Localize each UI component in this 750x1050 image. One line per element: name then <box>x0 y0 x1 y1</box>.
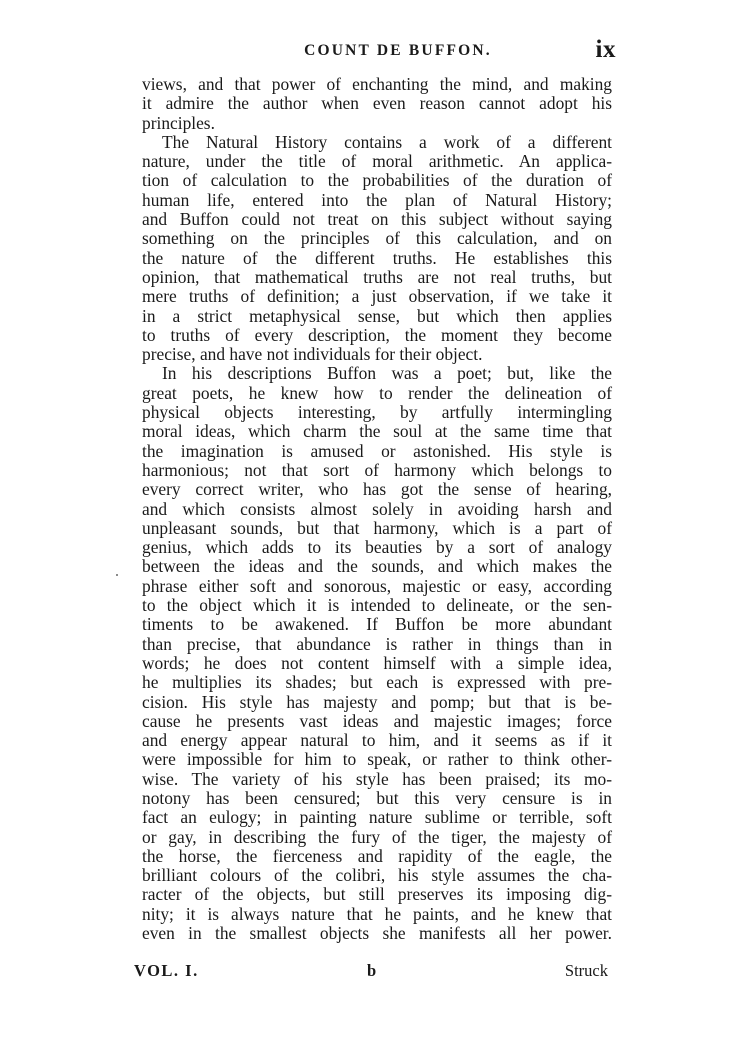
text-line: brilliant colours of the colibri, his style assumes the cha- <box>142 865 612 886</box>
text-line: and Buffon could not treat on this subject without saying <box>142 209 612 230</box>
text-line: fact an eulogy; in painting nature sublime or terrible, soft <box>142 807 612 828</box>
text-line: harmonious; not that sort of harmony which belongs to <box>142 459 612 480</box>
text-line: even in the smallest objects she manifests all her power. <box>142 923 612 944</box>
text-line: and energy appear natural to him, and it seems as if it <box>142 730 612 751</box>
text-line: the horse, the fierceness and rapidity of the eagle, the <box>142 845 612 866</box>
text-line: In his descriptions Buffon was a poet; but, like the <box>162 363 612 384</box>
text-line: something on the principles of this calculation, and on <box>142 228 612 249</box>
body-text <box>142 75 612 943</box>
text-line: principles. <box>142 112 215 133</box>
text-line: racter of the objects, but still preserves its imposing dig- <box>142 884 612 905</box>
page-footer <box>134 961 608 983</box>
text-line: the nature of the different truths. He establishes this <box>142 247 612 268</box>
page-header <box>142 38 616 68</box>
text-line: nature, under the title of moral arithmetic. An applica- <box>142 151 612 172</box>
volume-label: VOL. I. <box>134 961 199 980</box>
text-line: phrase either soft and sonorous, majestic or easy, according <box>142 575 612 596</box>
text-line: opinion, that mathematical truths are not real truths, but <box>142 266 612 287</box>
text-line: nity; it is always nature that he paints, and he knew that <box>142 903 612 924</box>
text-line: precise, and have not individuals for their object. <box>142 344 483 365</box>
signature-mark: b <box>367 961 377 980</box>
text-line: human life, entered into the plan of Natural History; <box>142 189 612 210</box>
text-line: in a strict metaphysical sense, but which then applies <box>142 305 612 326</box>
catchword: Struck <box>564 961 608 980</box>
text-line: The Natural History contains a work of a different <box>162 131 612 152</box>
margin-speck <box>116 574 118 576</box>
text-line: every correct writer, who has got the sense of hearing, <box>142 479 612 500</box>
text-line: or gay, in describing the fury of the tiger, the majesty of <box>142 826 612 847</box>
text-line: cision. His style has majesty and pomp; but that is be- <box>142 691 612 712</box>
text-line: between the ideas and the sounds, and which makes the <box>142 556 612 577</box>
text-line: he multiplies its shades; but each is expressed with pre- <box>142 672 612 693</box>
text-line: wise. The variety of his style has been praised; its mo- <box>142 768 612 789</box>
text-line: moral ideas, which charm the soul at the same time that <box>142 421 612 442</box>
text-line: timents to be awakened. If Buffon be more abundant <box>142 614 612 635</box>
text-line: tion of calculation to the probabilities of the duration of <box>142 170 612 191</box>
text-line: unpleasant sounds, but that harmony, which is a part of <box>142 517 612 538</box>
text-line: notony has been censured; but this very censure is in <box>142 787 612 808</box>
text-line: views, and that power of enchanting the mind, and making <box>142 74 612 94</box>
text-line: to the object which it is intended to delineate, or the sen- <box>142 595 612 616</box>
text-line: to truths of every description, the moment they become <box>142 324 612 345</box>
text-line: cause he presents vast ideas and majestic images; force <box>142 710 612 731</box>
page-number: ix <box>595 36 616 63</box>
text-line: it admire the author when even reason cannot adopt his <box>142 93 612 114</box>
text-line: physical objects interesting, by artfully intermingling <box>142 402 612 423</box>
text-line: than precise, that abundance is rather in things than in <box>142 633 612 654</box>
text-line: great poets, he knew how to render the delineation of <box>142 382 612 403</box>
text-line: genius, which adds to its beauties by a sort of analogy <box>142 537 612 558</box>
text-line: the imagination is amused or astonished. His style is <box>142 440 612 461</box>
text-line: and which consists almost solely in avoiding harsh and <box>142 498 612 519</box>
text-line: were impossible for him to speak, or rather to think other- <box>142 749 612 770</box>
text-line: mere truths of definition; a just observation, if we take it <box>142 286 612 307</box>
running-title: COUNT DE BUFFON. <box>304 42 492 59</box>
text-line: words; he does not content himself with a simple idea, <box>142 652 612 673</box>
